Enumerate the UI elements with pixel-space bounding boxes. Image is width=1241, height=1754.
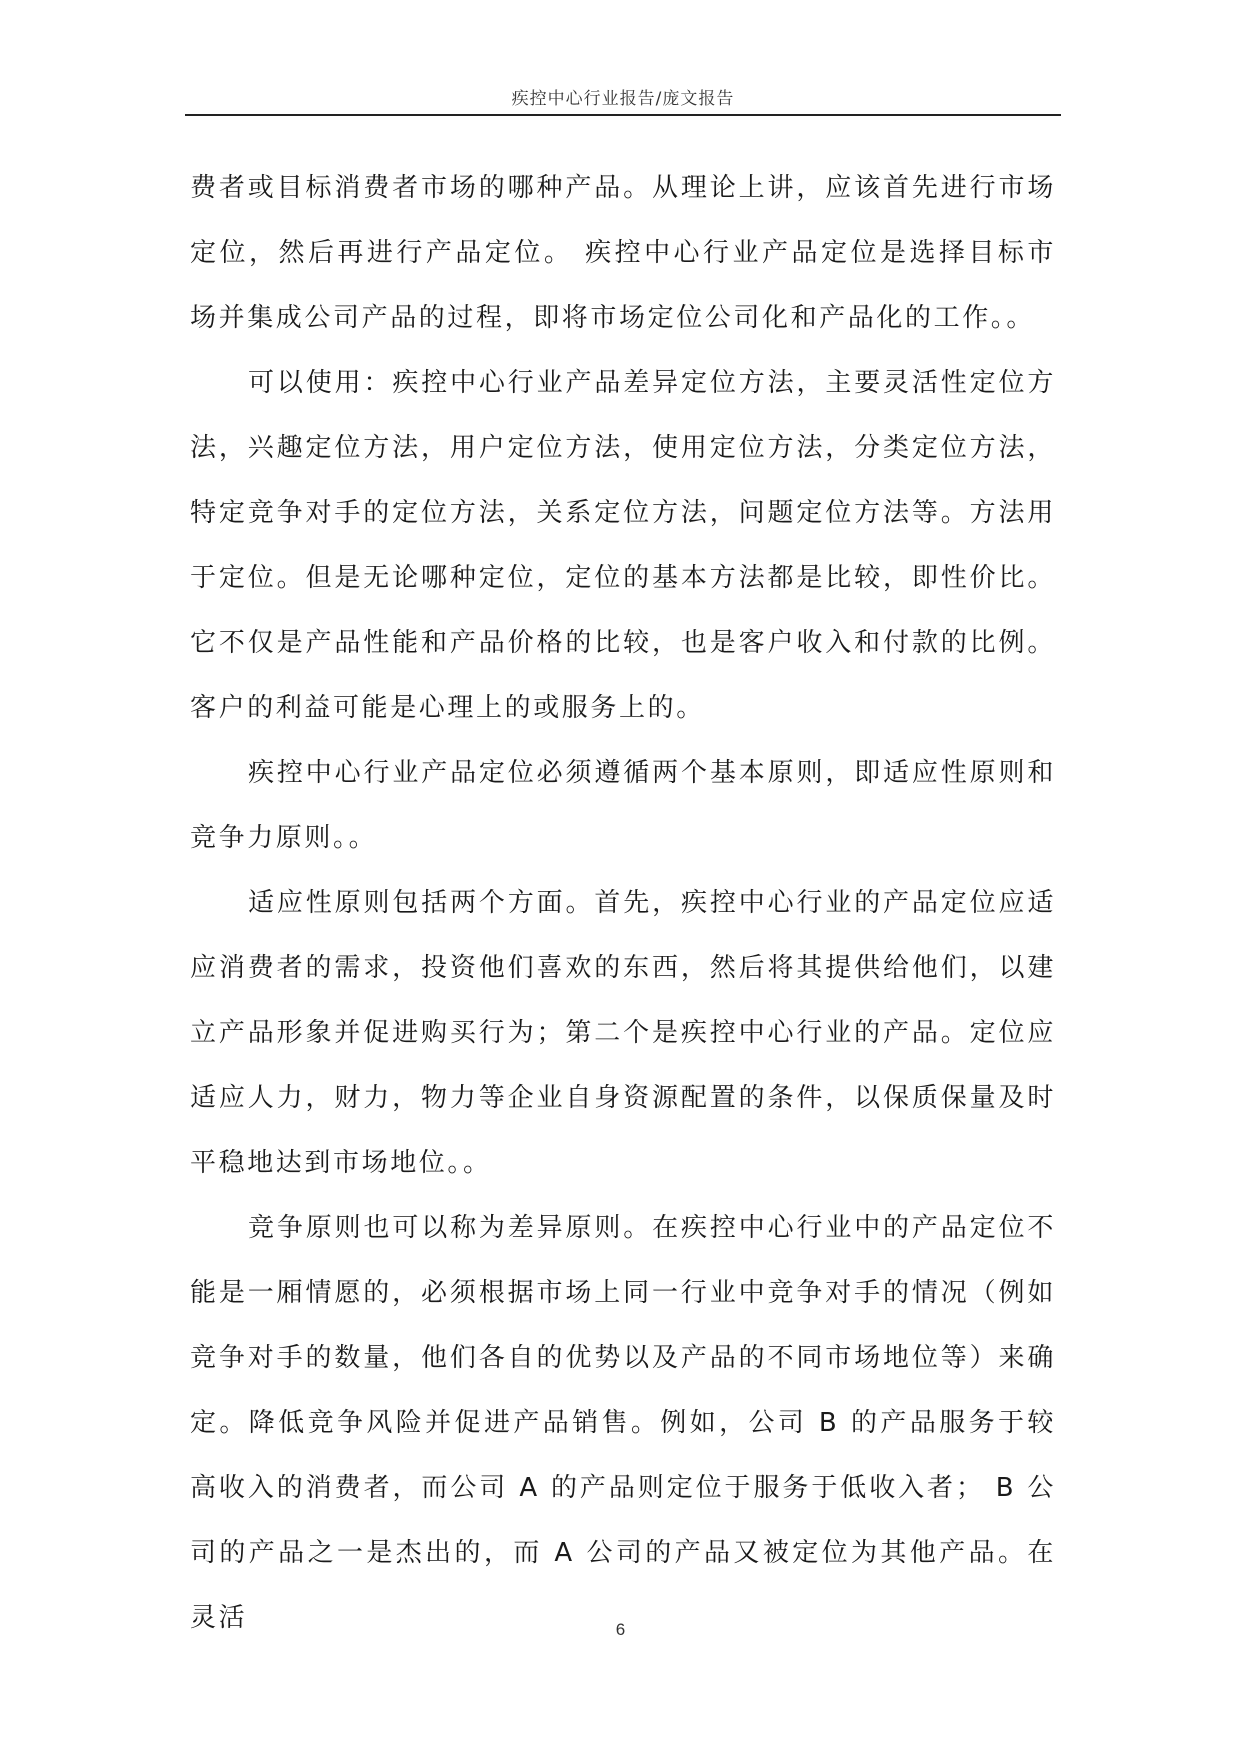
paragraph-two-principles: 疾控中心行业产品定位必须遵循两个基本原则，即适应性原则和竞争力原则。。 [190,758,1056,853]
running-header: 疾控中心行业报告/庞文报告 [511,89,735,109]
page-number: 6 [615,1620,626,1639]
paragraph-continuation: 费者或目标消费者市场的哪种产品。从理论上讲，应该首先进行市场定位，然后再进行产品定位。 疾控中心行业产品定位是选择目标市场并集成公司产品的过程，即将市场定位公司化和产品化的工作。。 [190,173,1056,333]
paragraph-competition-principle: 竞争原则也可以称为差异原则。在疾控中心行业中的产品定位不能是一厢情愿的，必须根据市场上同一行业中竞争对手的情况（例如竞争对手的数量，他们各自的优势以及产品的不同市场地位等）来确定。降低竞争风险并促进产品销售。例如，公司 B 的产品服务于较高收入的消费者，而公司 A 的产品则定位于服务于低收入者； B 公司的产品之一是杰出的，而 A 公司的产品又被定位为其他产品。在灵活 [190,1213,1056,1633]
body-text [190,156,1056,1651]
paragraph-adaptability-principle: 适应性原则包括两个方面。首先，疾控中心行业的产品定位应适应消费者的需求，投资他们喜欢的东西，然后将其提供给他们，以建立产品形象并促进购买行为；第二个是疾控中心行业的产品。定位应适应人力，财力，物力等企业自身资源配置的条件，以保质保量及时平稳地达到市场地位。。 [190,888,1056,1178]
paragraph-positioning-methods: 可以使用：疾控中心行业产品差异定位方法，主要灵活性定位方法，兴趣定位方法，用户定位方法，使用定位方法，分类定位方法，特定竞争对手的定位方法，关系定位方法，问题定位方法等。方法用于定位。但是无论哪种定位，定位的基本方法都是比较，即性价比。它不仅是产品性能和产品价格的比较，也是客户收入和付款的比例。客户的利益可能是心理上的或服务上的。 [190,368,1056,723]
header-divider [185,114,1061,116]
